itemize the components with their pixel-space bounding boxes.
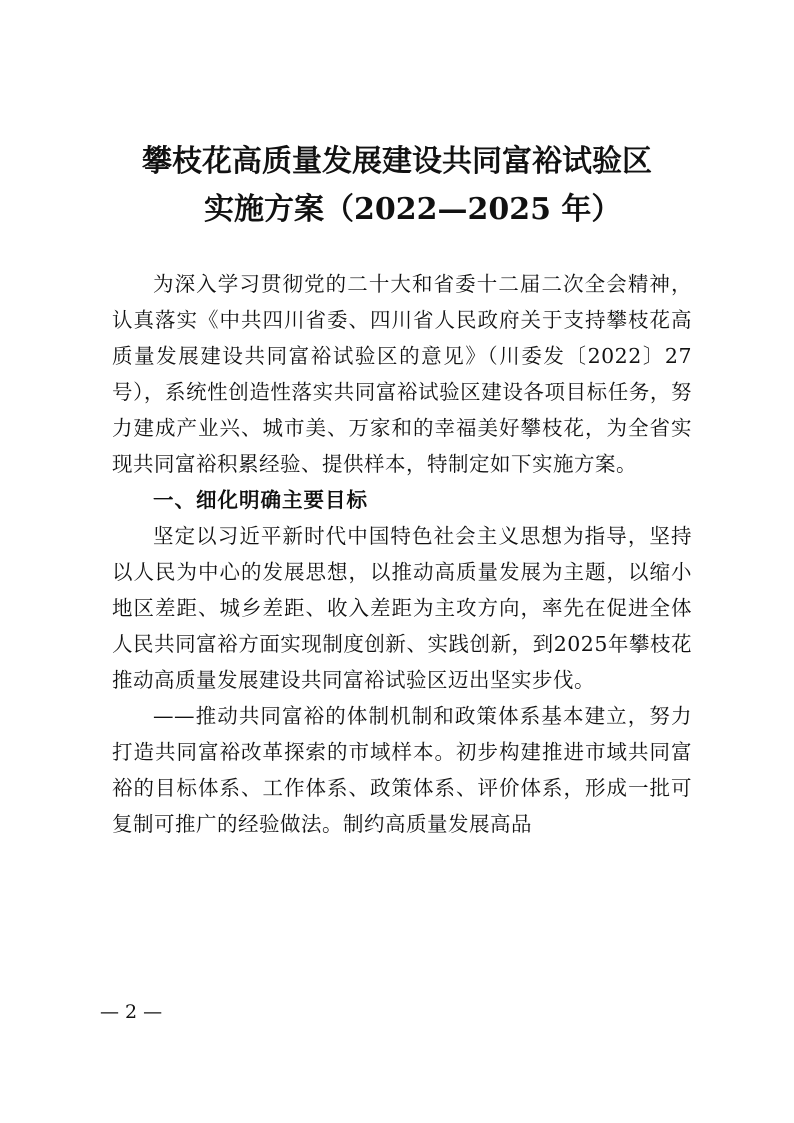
item-paragraph-1: ——推动共同富裕的体制机制和政策体系基本建立，努力打造共同富裕改革探索的市域样本。初步构建推进市域共同富裕的目标体系、工作体系、政策体系、评价体系，形成一批可复制可推广的经验做法。制约高质量发展高品 (112, 704, 692, 836)
title-line-1: 攀枝花高质量发展建设共同富裕试验区 (142, 144, 652, 179)
goal-paragraph: 坚定以习近平新时代中国特色社会主义思想为指导，坚持以人民为中心的发展思想，以推动高质量发展为主题，以缩小地区差距、城乡差距、收入差距为主攻方向，率先在促进全体人民共同富裕方面实现制度创新、实践创新，到2025年攀枝花推动高质量发展建设共同富裕试验区迈出坚实步伐。 (112, 524, 692, 692)
section-heading-1: 一、细化明确主要目标 (153, 488, 368, 512)
page-number: — 2 — (100, 1001, 163, 1023)
document-body (112, 266, 692, 842)
title-line-2: 实施方案（2022—2025 年） (204, 192, 622, 227)
document-title (0, 138, 794, 234)
intro-paragraph: 为深入学习贯彻党的二十大和省委十二届二次全会精神，认真落实《中共四川省委、四川省人民政府关于支持攀枝花高质量发展建设共同富裕试验区的意见》（川委发〔2022〕27号），系统性创造性落实共同富裕试验区建设各项目标任务，努力建成产业兴、城市美、万家和的幸福美好攀枝花，为全省实现共同富裕积累经验、提供样本，特制定如下实施方案。 (112, 272, 692, 476)
